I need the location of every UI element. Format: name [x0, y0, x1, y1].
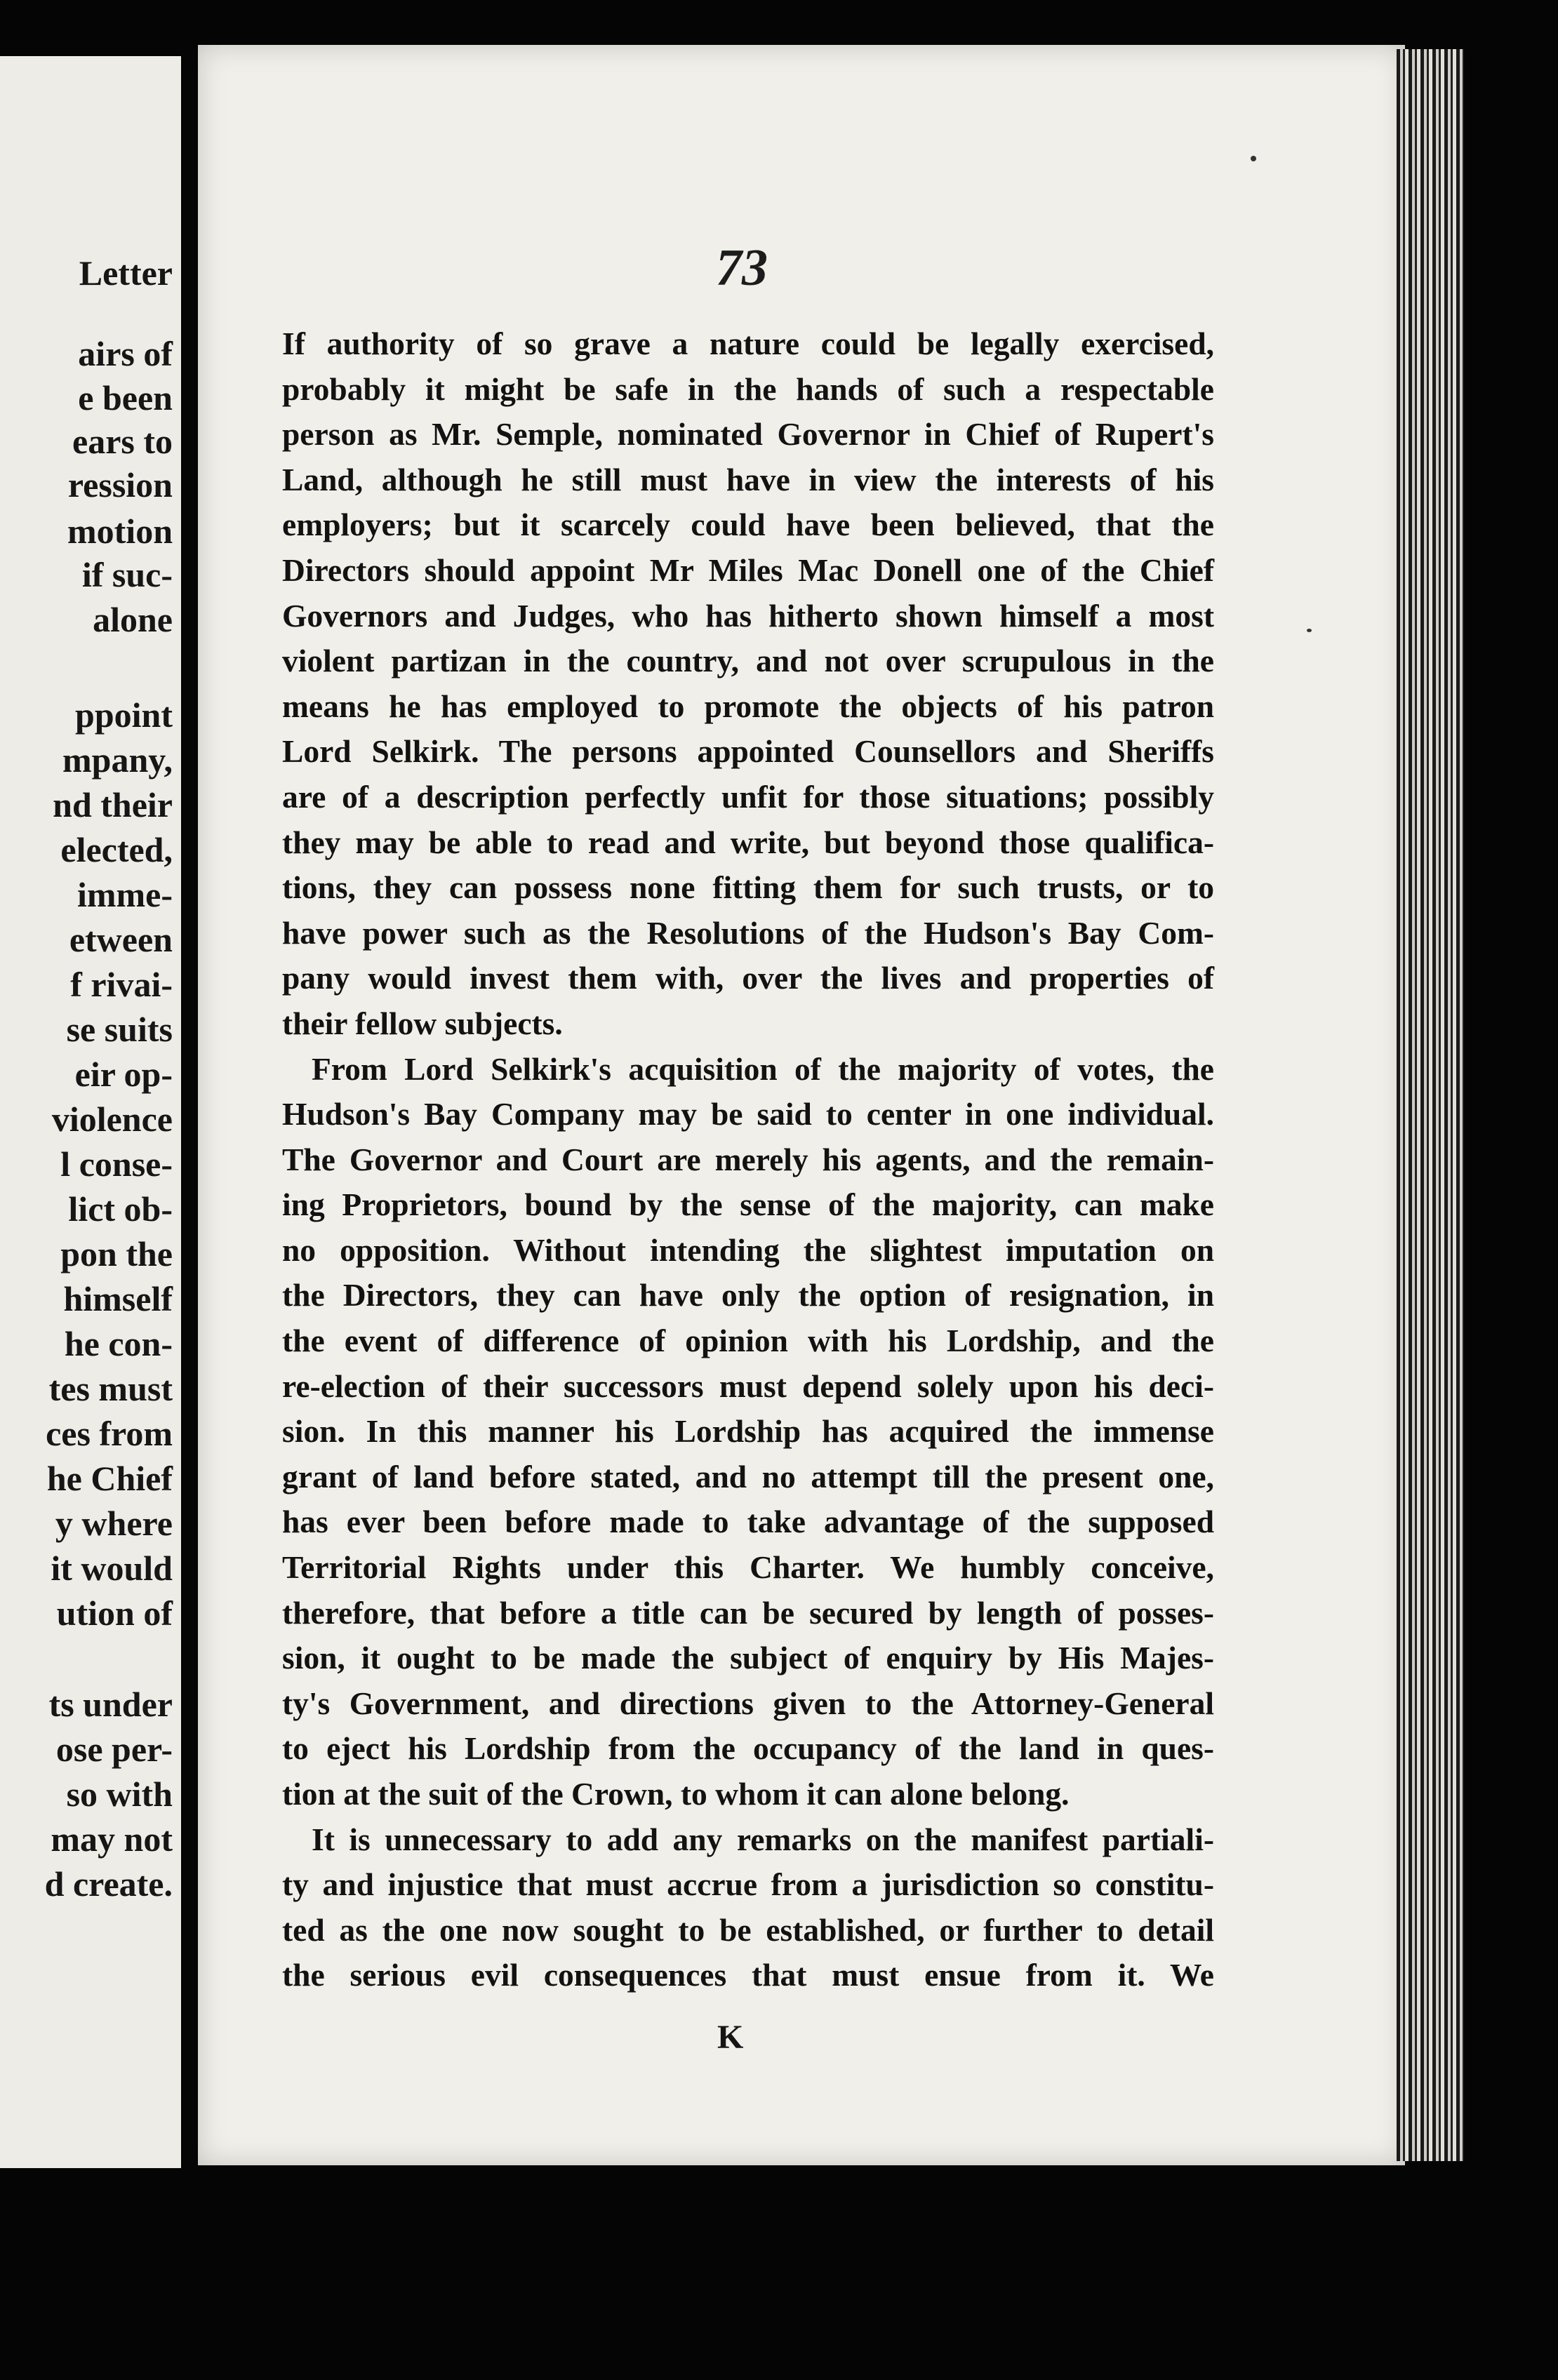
facing-page-line: elected,: [60, 830, 173, 869]
facing-page-line: he Chief: [46, 1459, 173, 1498]
text-line: tion at the suit of the Crown, to whom it can alone belong.: [282, 1776, 1070, 1812]
facing-page-line: ression: [67, 465, 173, 504]
facing-page-line: ution of: [56, 1593, 173, 1633]
text-line: The Governor and Court are merely his agents, and the remain-: [282, 1141, 1214, 1177]
specks: [1307, 629, 1312, 632]
text-line: the event of difference of opinion with his Lordship, and the: [282, 1323, 1214, 1359]
text-line: re-election of their successors must depend solely upon his deci-: [282, 1368, 1214, 1404]
facing-page-line: d create.: [44, 1864, 173, 1904]
facing-page-line: motion: [67, 512, 173, 551]
facing-page-line: lict ob-: [68, 1189, 173, 1229]
text-line: Governors and Judges, who has hitherto shown himself a most: [282, 597, 1214, 634]
specks: [1251, 156, 1256, 161]
facing-page-line: it would: [51, 1549, 173, 1588]
facing-page-line: ts under: [48, 1685, 173, 1724]
catchword: K: [717, 2019, 744, 2056]
facing-page-line: himself: [63, 1279, 173, 1318]
text-line: Hudson's Bay Company may be said to center in one individual.: [282, 1096, 1214, 1132]
text-line: tions, they can possess none fitting them for such trusts, or to: [282, 869, 1214, 906]
page-number: 73: [716, 239, 768, 297]
facing-page-line: ears to: [72, 422, 173, 461]
facing-page: [0, 56, 181, 2168]
text-line: their fellow subjects.: [282, 1005, 563, 1041]
page-edges: [1397, 49, 1464, 2161]
facing-page-line: nd their: [53, 785, 173, 824]
facing-page-line: alone: [93, 600, 173, 639]
facing-page-line: eir op-: [74, 1055, 173, 1094]
facing-page-line: y where: [55, 1504, 173, 1543]
text-line: Territorial Rights under this Charter. We humbly conceive,: [282, 1549, 1214, 1586]
facing-page-line: se suits: [66, 1010, 173, 1049]
facing-page-line: f rivai-: [70, 965, 173, 1004]
facing-page-line: ces from: [46, 1414, 173, 1453]
text-line: has ever been before made to take advantage of the supposed: [282, 1504, 1214, 1540]
facing-page-line: may not: [51, 1819, 173, 1859]
facing-page-line: Letter: [79, 253, 173, 293]
text-line: Land, although he still must have in view the interests of his: [282, 461, 1214, 497]
text-line: are of a description perfectly unfit for those situations; possibly: [282, 778, 1214, 815]
facing-page-line: so with: [66, 1774, 173, 1814]
page-body-text: [282, 321, 1214, 1998]
text-line: Lord Selkirk. The persons appointed Counsellors and Sheriffs: [282, 733, 1214, 770]
facing-page-line: he con-: [64, 1324, 173, 1363]
text-line: no opposition. Without intending the slightest imputation on: [282, 1231, 1214, 1268]
facing-page-line: ose per-: [55, 1730, 173, 1769]
facing-page-line: imme-: [76, 875, 173, 914]
facing-page-line: airs of: [78, 334, 173, 373]
facing-page-line: tes must: [48, 1369, 173, 1408]
facing-page-line: l conse-: [60, 1144, 173, 1184]
text-line: probably it might be safe in the hands of such a respectable: [282, 370, 1214, 407]
facing-page-line: ppoint: [75, 695, 173, 735]
text-line: the serious evil consequences that must ensue from it. We: [282, 1957, 1214, 1993]
facing-page-line: violence: [51, 1099, 173, 1139]
text-line: the Directors, they can have only the option of resignation, in: [282, 1277, 1214, 1313]
text-line: therefore, that before a title can be secured by length of posses-: [282, 1594, 1214, 1631]
facing-page-line: if suc-: [81, 555, 173, 594]
text-line: sion, it ought to be made the subject of enquiry by His Majes-: [282, 1640, 1214, 1676]
text-line: ty's Government, and directions given to the Attorney-General: [282, 1685, 1214, 1721]
text-line: Directors should appoint Mr Miles Mac Donell one of the Chief: [282, 551, 1214, 588]
text-line: violent partizan in the country, and not over scrupulous in the: [282, 643, 1214, 679]
text-line: From Lord Selkirk's acquisition of the majority of votes, the: [312, 1050, 1214, 1087]
text-line: to eject his Lordship from the occupancy of the land in ques-: [282, 1730, 1214, 1767]
text-line: employers; but it scarcely could have been believed, that the: [282, 507, 1214, 543]
text-line: means he has employed to promote the objects of his patron: [282, 688, 1214, 724]
text-line: pany would invest them with, over the lives and properties of: [282, 960, 1214, 996]
facing-page-line: mpany,: [62, 740, 173, 780]
text-line: have power such as the Resolutions of the Hudson's Bay Com-: [282, 914, 1214, 951]
text-line: they may be able to read and write, but beyond those qualifica-: [282, 824, 1214, 860]
facing-page-line: etween: [69, 920, 173, 959]
text-line: It is unnecessary to add any remarks on the manifest partiali-: [312, 1821, 1214, 1857]
text-line: ted as the one now sought to be established, or further to detail: [282, 1911, 1214, 1948]
text-line: person as Mr. Semple, nominated Governor in Chief of Rupert's: [282, 416, 1214, 453]
facing-page-line: pon the: [60, 1234, 173, 1273]
text-line: grant of land before stated, and no attempt till the present one,: [282, 1458, 1214, 1495]
text-line: ty and injustice that must accrue from a jurisdiction so constitu-: [282, 1866, 1214, 1903]
text-line: If authority of so grave a nature could be legally exercised,: [282, 326, 1214, 361]
text-line: ing Proprietors, bound by the sense of the majority, can make: [282, 1186, 1214, 1223]
text-line: sion. In this manner his Lordship has acquired the immense: [282, 1413, 1214, 1450]
facing-page-line: e been: [78, 378, 173, 417]
